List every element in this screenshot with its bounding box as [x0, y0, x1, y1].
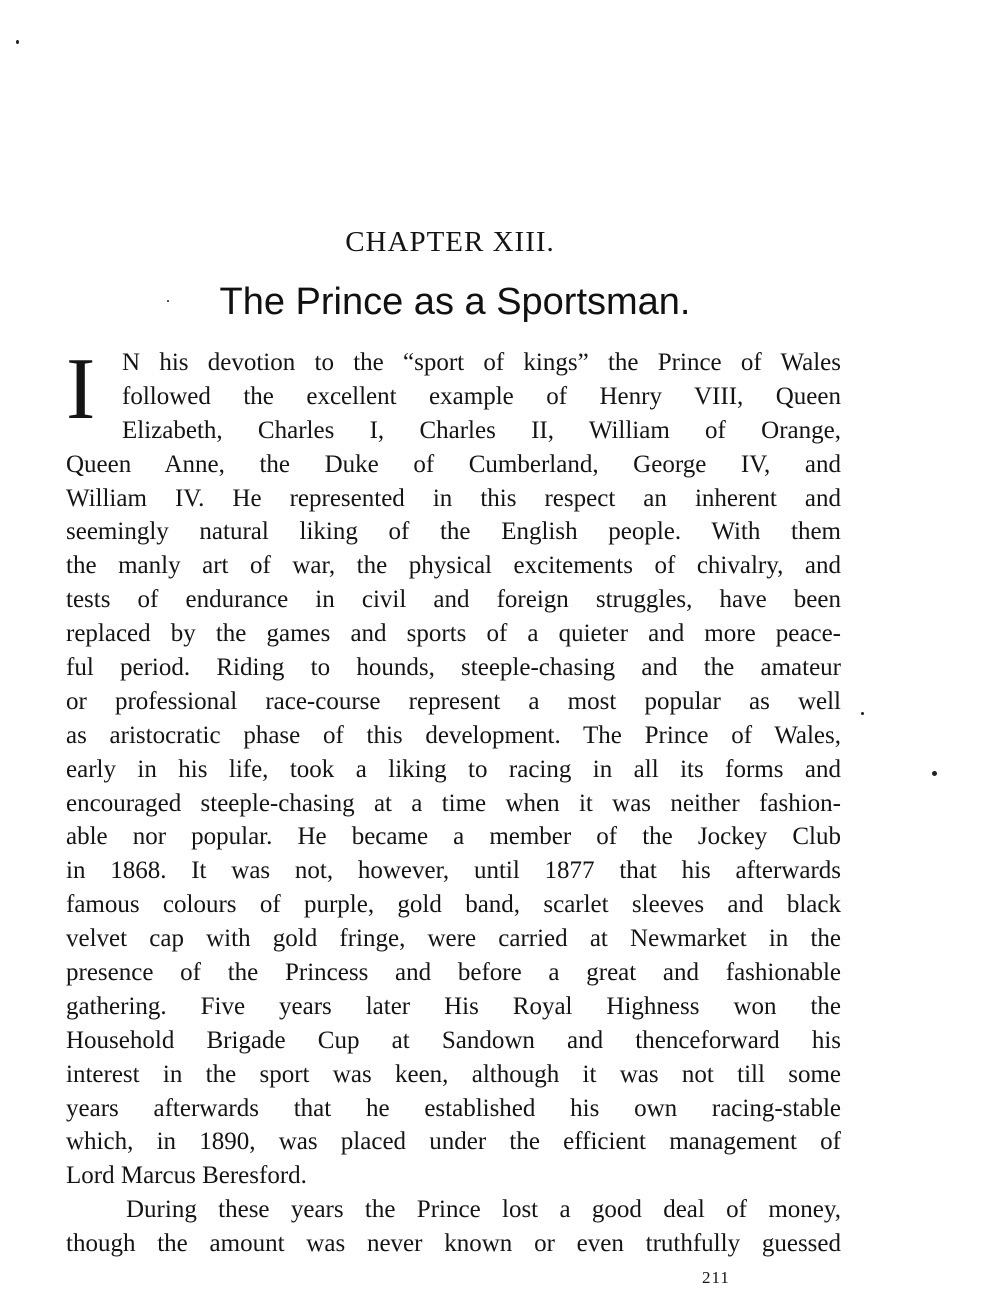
- scan-speck: [932, 771, 937, 776]
- text-line: gathering. Five years later His Royal Highness won the: [66, 992, 841, 1020]
- text-line: William IV. He represented in this respect an inherent and: [66, 484, 841, 512]
- text-line: able nor popular. He became a member of the Jockey Club: [66, 823, 841, 851]
- chapter-title: The Prince as a Sportsman.: [219, 281, 691, 323]
- body-text: [66, 341, 841, 1261]
- text-line: encouraged steeple-chasing at a time when it was neither fashion-: [66, 789, 841, 817]
- text-line: which, in 1890, was placed under the efficient management of: [66, 1128, 841, 1156]
- text-line: Lord Marcus Beresford.: [66, 1162, 307, 1190]
- text-line: in 1868. It was not, however, until 1877 that his afterwards: [66, 857, 841, 885]
- text-line: or professional race-course represent a most popular as well: [66, 687, 841, 715]
- text-line: presence of the Princess and before a great and fashionable: [66, 959, 841, 987]
- text-line: though the amount was never known or even truthfully guessed: [66, 1230, 841, 1258]
- text-line: replaced by the games and sports of a quieter and more peace-: [66, 620, 841, 648]
- text-line: Elizabeth, Charles I, Charles II, William of Orange,: [122, 416, 841, 444]
- scan-speck: [861, 712, 864, 715]
- drop-cap: I: [66, 341, 96, 438]
- text-line: early in his life, took a liking to racing in all its forms and: [66, 755, 841, 783]
- text-line: as aristocratic phase of this development. The Prince of Wales,: [66, 721, 841, 749]
- text-line: interest in the sport was keen, although it was not till some: [66, 1060, 841, 1088]
- text-line: years afterwards that he established his own racing-stable: [66, 1094, 841, 1122]
- text-line: velvet cap with gold fringe, were carried at Newmarket in the: [66, 925, 841, 953]
- page-number: 211: [702, 1268, 730, 1287]
- scan-speck: [16, 40, 19, 44]
- text-line: tests of endurance in civil and foreign struggles, have been: [66, 586, 841, 614]
- text-line: N his devotion to the “sport of kings” the Prince of Wales: [122, 349, 841, 376]
- text-line: Household Brigade Cup at Sandown and thenceforward his: [66, 1026, 841, 1054]
- text-line: followed the excellent example of Henry VIII, Queen: [122, 382, 841, 410]
- text-line: During these years the Prince lost a good deal of money,: [126, 1196, 841, 1224]
- text-line: seemingly natural liking of the English people. With them: [66, 518, 841, 546]
- text-line: Queen Anne, the Duke of Cumberland, George IV, and: [66, 450, 841, 478]
- chapter-heading: CHAPTER XIII.: [345, 226, 555, 258]
- text-line: famous colours of purple, gold band, scarlet sleeves and black: [66, 891, 841, 919]
- text-line: the manly art of war, the physical excitements of chivalry, and: [66, 552, 841, 580]
- text-line: ful period. Riding to hounds, steeple-chasing and the amateur: [66, 654, 841, 682]
